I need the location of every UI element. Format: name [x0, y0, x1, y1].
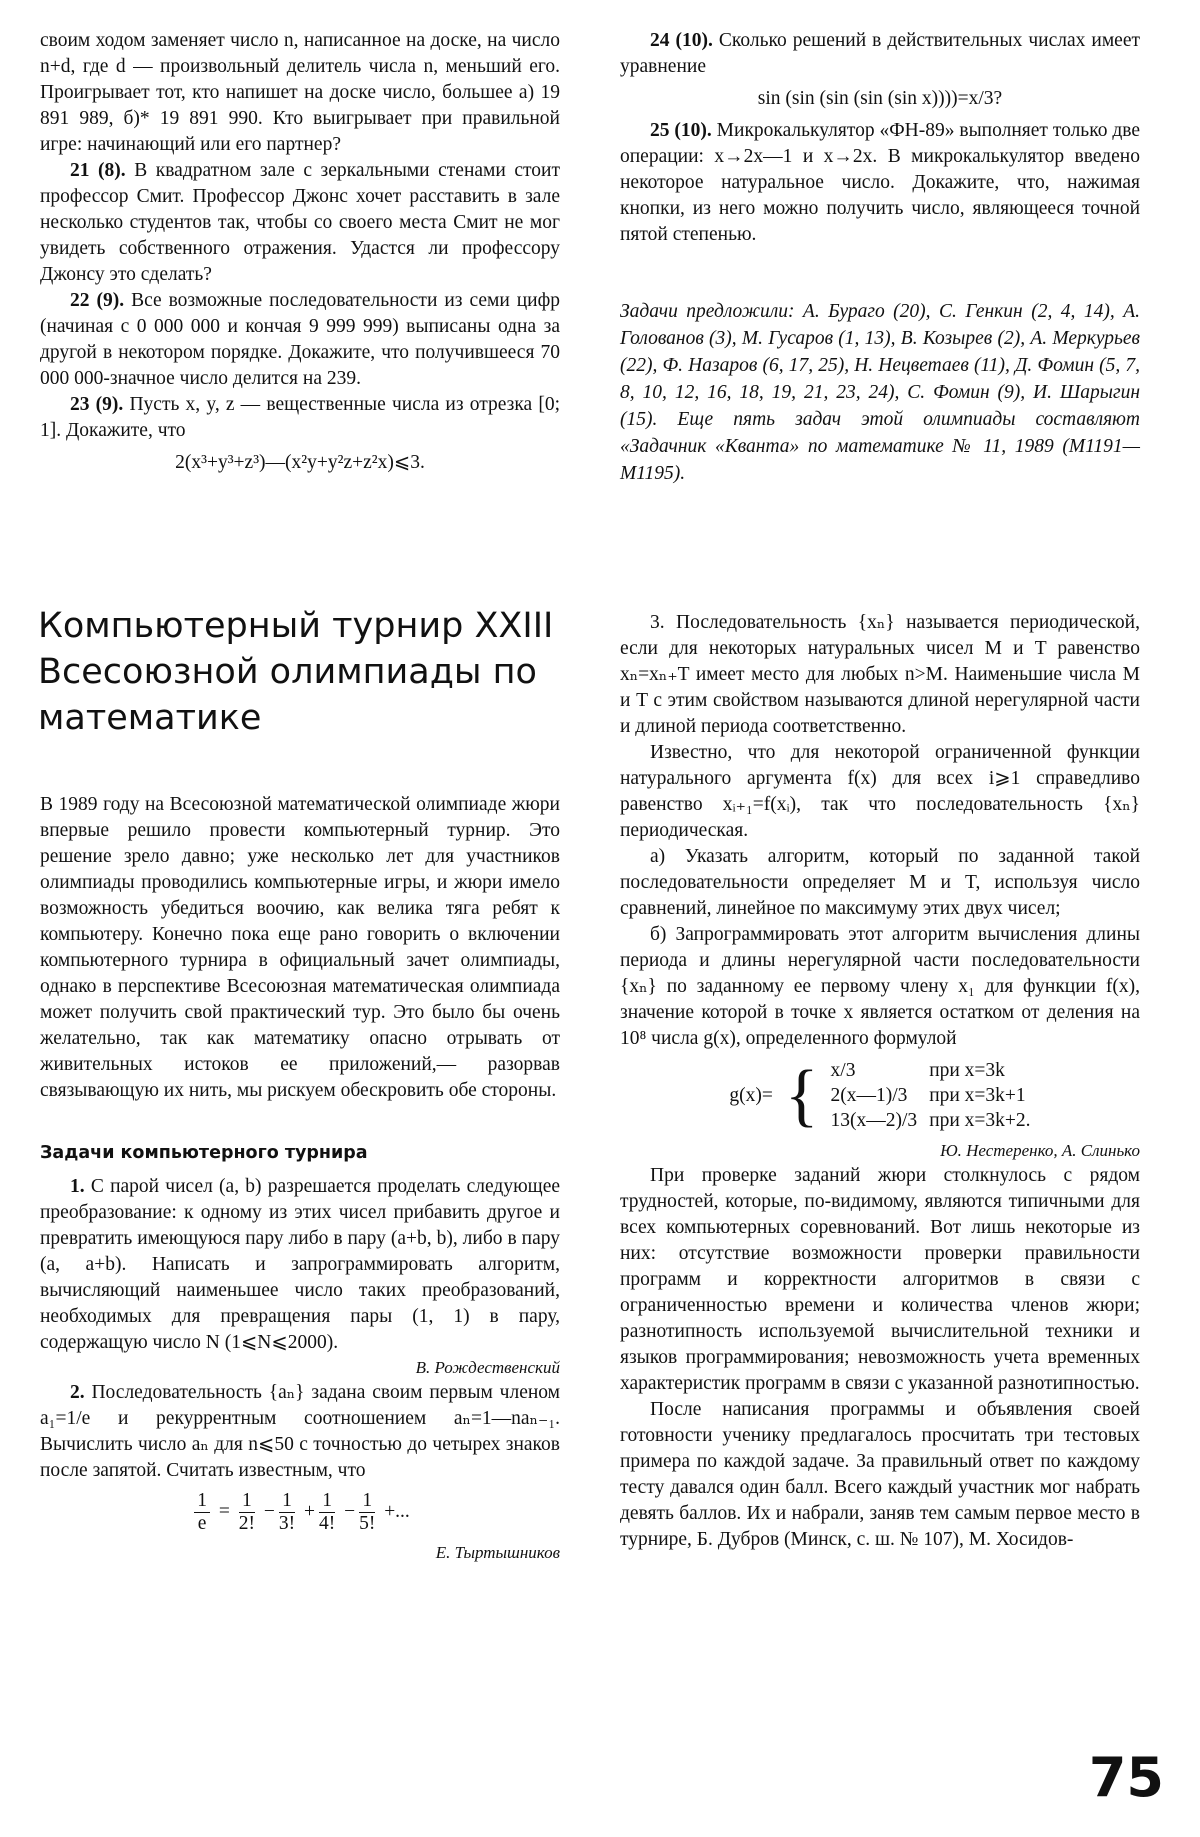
jury-check-paragraph: При проверке заданий жюри столкнулось с рядом трудностей, которые, по-видимому, являются типичными для всех компьютерных соревнований. Вот лишь некоторые из них: отсутствие возможности проверки правильности программ и корректности алгоритмов в связи с ограниченностью времени и количества членов жюри; разнотипность используемой вычислительной техники и языков программирования; невозможность учета временных характеристик программ в связи с указанной разнотипностью.: [620, 1165, 1140, 1394]
task-3b: б) Запрограммировать этот алгоритм вычисления длины периода и длины нерегулярной части последовательности {xₙ} по заданному ее первому члену x₁ для функции f(x), значение которой в точке x является остатком от деления на 10⁸ числа g(x), определенного формулой: [620, 924, 1140, 1049]
problem-23-text: Пусть x, y, z — вещественные числа из отрезка [0; 1]. Докажите, что: [40, 394, 561, 441]
task-1-author: В. Рождественский: [415, 1358, 560, 1377]
formula-term: $\frac{1}{3!}$: [278, 1490, 296, 1534]
problem-credits: Задачи предложили: А. Бураго (20), С. Генкин (2, 4, 14), А. Голованов (3), М. Гусаров (1, 13), В. Козырев (2), А. Меркурьев (22), Ф. Назаров (6, 17, 25), Н. Нецветаев (11), Д. Фомин (5, 7, 8, 10, 12, 16, 18, 19, 21, 23, 24), С. Фомин (9), И. Шарыгин (15). Еще пять задач этой олимпиады составляют «Задачник «Кванта» по математике № 11, 1989 (М1191—М1195).: [620, 301, 1140, 484]
results-paragraph: После написания программы и объявления своей готовности ученику предлагалось просчитать три тестовых примера по каждой задаче. За правильный ответ по каждому тесту давался один балл. Всего каждый участник мог набрать девять баллов. Их и набрали, заняв тем самым первое место в турнире, Б. Дубров (Минск, с. ш. № 107), М. Хосидов-: [620, 1399, 1140, 1550]
problem-23-number: 23 (9).: [70, 394, 124, 415]
top-right-column: [620, 28, 1140, 487]
task-2-author: Е. Тыртышников: [435, 1543, 560, 1562]
page-number: 75: [1088, 1746, 1164, 1809]
task-2-text: Последовательность {aₙ} задана своим первым членом a₁=1/e и рекуррентным соотношением aₙ=1—naₙ₋₁. Вычислить число aₙ для n⩽50 с точностью до четырех знаков после запятой. Считать известным, что: [40, 1382, 561, 1481]
tasks-heading: Задачи компьютерного турнира: [40, 1143, 368, 1163]
task-1-text: С парой чисел (a, b) разрешается проделать следующее преобразование: к одному из этих чисел прибавить другое и превратить имеющуюся пару либо в пару (a+b, b), либо в пару (a, a+b). Написать и запрограммировать алгоритм, вычисляющий наименьшее число таких преобразований, необходимых для превращения пары (1, 1) в пару, содержащую число N (1⩽N⩽2000).: [40, 1176, 561, 1353]
problem-20-continuation: своим ходом заменяет число n, написанное на доске, на число n+d, где d — произвольный делитель числа n, меньший его. Проигрывает тот, кто напишет на доске число, большее а) 19 891 989, б)* 19 891 990. Кто выигрывает при правильной игре: начинающий или его партнер?: [40, 30, 560, 155]
problem-23: [40, 392, 560, 444]
problem-22-text: Все возможные последовательности из семи цифр (начиная с 0 000 000 и кончая 9 999 999) выписаны одна за другой в некотором порядке. Докажите, что получившееся 70 000 000-значное число делится на 239.: [40, 290, 560, 389]
article-title: Компьютерный турнир XXIII Всесоюзной олимпиады по математике: [38, 606, 554, 738]
problem-25-number: 25 (10).: [650, 120, 712, 141]
formula-term: $\frac{1}{5!}$: [359, 1490, 376, 1534]
problem-24-text: Сколько решений в действительных числах имеет уравнение: [620, 30, 1141, 77]
task-3-author: Ю. Нестеренко, А. Слинько: [940, 1141, 1140, 1160]
task-1: [40, 1174, 560, 1356]
g-function-formula: [723, 1058, 1036, 1133]
article-intro: В 1989 году на Всесоюзной математической олимпиаде жюри впервые решило провести компьютерный турнир. Это решение зрело давно; уже несколько лет для участников олимпиады проводились компьютерные игры, и жюри имело возможность убедиться воочию, как велика тяга ребят к компьютеру. Конечно пока еще рано говорить о включении компьютерного турнира в официальный зачет олимпиады, однако в перспективе Всесоюзная математическая олимпиада может получить свой практический тур. Это было бы очень желательно, так как математику опасно отрывать от живительных истоков ее приложений,— разорвав связывающую их нить, мы рискуем обескровить обе стороны.: [40, 794, 560, 1101]
problem-22-number: 22 (9).: [70, 290, 125, 311]
problem-21-text: В квадратном зале с зеркальными стенами стоит профессор Смит. Профессор Джонс хочет расставить в зале несколько студентов так, чтобы со своего места Смит не мог увидеть собственного отражения. Удастся ли профессору Джонсу это сделать?: [40, 160, 560, 285]
task-3: 3. Последовательность {xₙ} называется периодической, если для некоторых натуральных чисел M и T равенство xₙ=xₙ₊T имеет место для любых n>M. Наименьшие числа M и T с этим свойством называются длиной нерегулярной части и длиной периода соответственно.: [620, 612, 1140, 737]
g-cond: при x=3k: [929, 1060, 1005, 1081]
task-1-number: 1.: [70, 1176, 85, 1197]
task-3a: а) Указать алгоритм, который по заданной такой последовательности определяет M и T, используя число сравнений, линейное по максимуму этих двух чисел;: [620, 846, 1140, 919]
problem-25: [620, 118, 1140, 248]
formula-lhs: $\frac{1}{e}$: [194, 1490, 210, 1535]
problem-23-formula: 2(x³+y³+z³)—(x²y+y²z+z²x)⩽3.: [175, 452, 425, 473]
problem-25-text: Микрокалькулятор «ФН-89» выполняет только две операции: x→2x—1 и x→2x. В микрокалькулятор введено некоторое натуральное число. Докажите, что, нажимая кнопки, из него можно получить число, являющееся точной пятой степенью.: [620, 120, 1141, 245]
problem-24-formula: sin (sin (sin (sin (sin x))))=x/3?: [757, 88, 1003, 109]
g-expr: 13(x—2)/3: [830, 1110, 918, 1131]
problem-24-number: 24 (10).: [650, 30, 713, 51]
g-lhs: g(x)=: [729, 1085, 773, 1106]
top-left-column: [40, 28, 560, 482]
task-2: [40, 1380, 560, 1484]
problem-24: [620, 28, 1140, 80]
task-2-number: 2.: [70, 1382, 85, 1403]
g-cond: при x=3k+1: [929, 1085, 1026, 1106]
problem-21-number: 21 (8).: [70, 160, 126, 181]
problem-21: [40, 158, 560, 288]
task-2-formula: $\frac{1}{e}$ = $\frac{1}{2!}$ − $\frac{1}{3!}$ + $\frac{1}{4!}$ − $\frac{1}{5!}$ +...: [40, 1490, 560, 1535]
g-expr: x/3: [830, 1060, 856, 1081]
formula-term: $\frac{1}{2!}$: [238, 1490, 255, 1534]
task-3-known: Известно, что для некоторой ограниченной функции натурального аргумента f(x) для всех i⩾1 справедливо равенство xᵢ₊₁=f(xᵢ), так что последовательность {xₙ} периодическая.: [620, 742, 1140, 841]
problem-22: [40, 288, 560, 392]
g-cond: при x=3k+2.: [929, 1110, 1031, 1131]
brace: {: [784, 1057, 819, 1134]
formula-term: $\frac{1}{4!}$: [318, 1490, 336, 1534]
g-expr: 2(x—1)/3: [830, 1085, 908, 1106]
bottom-right-column: [620, 610, 1140, 1553]
bottom-left-column: [40, 792, 560, 1565]
